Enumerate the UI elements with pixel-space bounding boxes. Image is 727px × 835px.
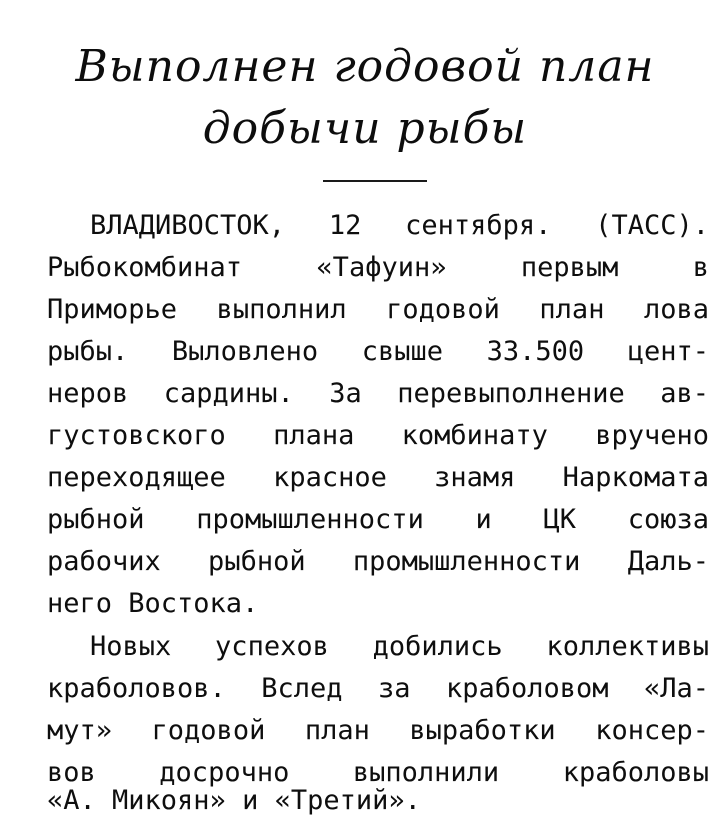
body-line: Рыбокомбинат «Тафуин» первым в	[47, 252, 709, 283]
body-line: рыбы. Выловлено свыше 33.500 цент-	[47, 336, 709, 367]
body-line: вов досрочно выполнили краболовы	[47, 757, 709, 788]
body-line: ВЛАДИВОСТОК, 12 сентября. (ТАСС).	[90, 210, 709, 241]
headline-divider	[323, 180, 427, 182]
body-line: рыбной промышленности и ЦК союза	[47, 504, 709, 535]
body-line: него Востока.	[47, 588, 259, 619]
body-line: Новых успехов добились коллективы	[90, 631, 709, 662]
body-line: густовского плана комбинату вручено	[47, 420, 709, 451]
headline-line-1: Выполнен годовой план	[75, 41, 655, 92]
body-line: «А. Микоян» и «Третий».	[47, 785, 421, 816]
body-line: краболовов. Вслед за краболовом «Ла-	[47, 673, 709, 704]
headline-line-2: добычи рыбы	[202, 103, 528, 154]
body-line: Приморье выполнил годовой план лова	[47, 294, 709, 325]
body-line: неров сардины. За перевыполнение ав-	[47, 378, 709, 409]
body-line: рабочих рыбной промышленности Даль-	[47, 546, 709, 577]
body-line: мут» годовой план выработки консер-	[47, 715, 709, 746]
body-line: переходящее красное знамя Наркомата	[47, 462, 709, 493]
